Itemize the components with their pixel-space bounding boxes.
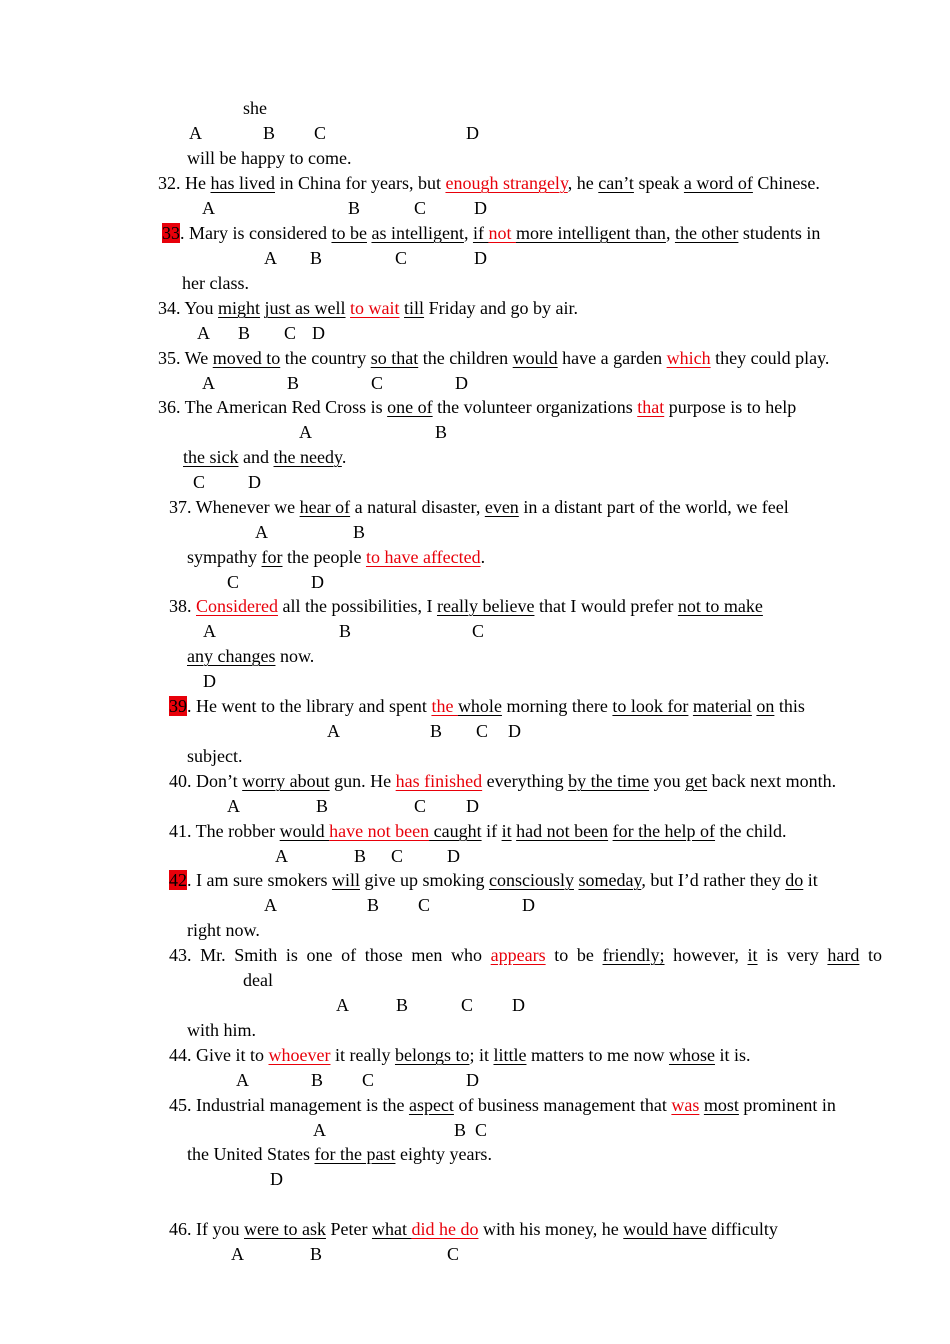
q33-letter-d: D [474, 248, 487, 268]
q41-sentence: 41. The robber would have not been caught if it had not been for the help of the child. [169, 821, 787, 841]
q34-sentence: 34. You might just as well to wait till Friday and go by air. [158, 298, 579, 318]
q42-number-highlight: 42 [169, 870, 187, 890]
q44-letter-b: B [311, 1070, 324, 1090]
q39-number-highlight: 39 [169, 696, 187, 716]
q37-letter-a: A [255, 522, 268, 542]
q31-letter-d: D [466, 123, 479, 143]
q36-letter-d: D [248, 472, 261, 492]
q32-sentence: 32. He has lived in China for years, but enough strangely, he can’t speak a word of Chinese. [158, 173, 820, 193]
q39-line2: subject. [187, 746, 243, 766]
q41-letter-d: D [447, 846, 460, 866]
q45-letter-d: D [270, 1169, 283, 1189]
q43-letter-b: B [396, 995, 409, 1015]
q35-sentence: 35. We moved to the country so that the children would have a garden which they could play. [158, 348, 830, 368]
q44-letter-d: D [466, 1070, 479, 1090]
q37-letter-b: B [353, 522, 366, 542]
q38-letter-c: C [472, 621, 485, 641]
q38-sentence: 38. Considered all the possibilities, I really believe that I would prefer not to make [169, 596, 763, 616]
q42-line2: right now. [187, 920, 260, 940]
q43-line3: with him. [187, 1020, 257, 1040]
q44-sentence: 44. Give it to whoever it really belongs to; it little matters to me now whose it is. [169, 1045, 751, 1065]
q37-line2: sympathy for the people to have affected. [187, 547, 486, 567]
q32-letter-b: B [348, 198, 361, 218]
q38-letter-d: D [203, 671, 216, 691]
q32-letter-d: D [474, 198, 487, 218]
q36-line2: the sick and the needy. [183, 447, 347, 467]
q33-letter-b: B [310, 248, 323, 268]
q37-letter-d: D [311, 572, 324, 592]
q34-letter-c: C [284, 323, 297, 343]
q33-line2: her class. [182, 273, 249, 293]
q31-letter-b: B [263, 123, 276, 143]
q41-letter-c: C [391, 846, 404, 866]
q40-letter-d: D [466, 796, 479, 816]
q35-letter-a: A [202, 373, 215, 393]
q46-letter-b: B [310, 1244, 323, 1264]
q46-sentence: 46. If you were to ask Peter what did he do with his money, he would have difficulty [169, 1219, 778, 1239]
q43-letter-c: C [461, 995, 474, 1015]
q38-letter-b: B [339, 621, 352, 641]
q38-letter-a: A [203, 621, 216, 641]
q35-letter-b: B [287, 373, 300, 393]
q37-letter-c: C [227, 572, 240, 592]
q42-letter-a: A [264, 895, 277, 915]
q42-sentence: 42. I am sure smokers will give up smoking consciously someday, but I’d rather they do it [169, 870, 818, 890]
q39-letter-b: B [430, 721, 443, 741]
q43-sentence: 43. Mr. Smith is one of those men who appears to be friendly; however, it is very hard to [169, 945, 883, 965]
q33-sentence: 33. Mary is considered to be as intelligent, if not more intelligent than, the other students in [162, 223, 821, 243]
q32-letter-a: A [202, 198, 215, 218]
q41-letter-b: B [354, 846, 367, 866]
q46-letter-a: A [231, 1244, 244, 1264]
q44-letter-c: C [362, 1070, 375, 1090]
q39-letter-c: C [476, 721, 489, 741]
q33-letter-a: A [264, 248, 277, 268]
q42-letter-c: C [418, 895, 431, 915]
q34-letter-b: B [238, 323, 251, 343]
q36-letter-c: C [193, 472, 206, 492]
q34-letter-d: D [312, 323, 325, 343]
q36-letter-b: B [435, 422, 448, 442]
q36-sentence: 36. The American Red Cross is one of the volunteer organizations that purpose is to help [158, 397, 797, 417]
q39-letter-d: D [508, 721, 521, 741]
q45-line2: the United States for the past eighty years. [187, 1144, 492, 1164]
q33-letter-c: C [395, 248, 408, 268]
q31-letter-c: C [314, 123, 327, 143]
q39-letter-a: A [327, 721, 340, 741]
q41-letter-a: A [275, 846, 288, 866]
q36-letter-a: A [299, 422, 312, 442]
q34-letter-a: A [197, 323, 210, 343]
q40-letter-c: C [414, 796, 427, 816]
q45-letter-a: A [313, 1120, 326, 1140]
q40-sentence: 40. Don’t worry about gun. He has finished everything by the time you get back next month. [169, 771, 837, 791]
q45-letter-bc: B C [454, 1120, 488, 1140]
q45-sentence: 45. Industrial management is the aspect of business management that was most prominent in [169, 1095, 836, 1115]
q43-letter-d: D [512, 995, 525, 1015]
q38-line2: any changes now. [187, 646, 315, 666]
q31-letter-a: A [189, 123, 202, 143]
q42-letter-d: D [522, 895, 535, 915]
q44-letter-a: A [236, 1070, 249, 1090]
q40-letter-a: A [227, 796, 240, 816]
q31-line1: she [243, 98, 267, 118]
q32-letter-c: C [414, 198, 427, 218]
q35-letter-c: C [371, 373, 384, 393]
q31-line2: will be happy to come. [187, 148, 352, 168]
q39-sentence: 39. He went to the library and spent the whole morning there to look for material on this [169, 696, 805, 716]
q43-line2: deal [243, 970, 273, 990]
q40-letter-b: B [316, 796, 329, 816]
q42-letter-b: B [367, 895, 380, 915]
q37-sentence: 37. Whenever we hear of a natural disaster, even in a distant part of the world, we feel [169, 497, 789, 517]
q35-letter-d: D [455, 373, 468, 393]
q43-letter-a: A [336, 995, 349, 1015]
q46-letter-c: C [447, 1244, 460, 1264]
q33-number-highlight: 33 [162, 223, 180, 243]
